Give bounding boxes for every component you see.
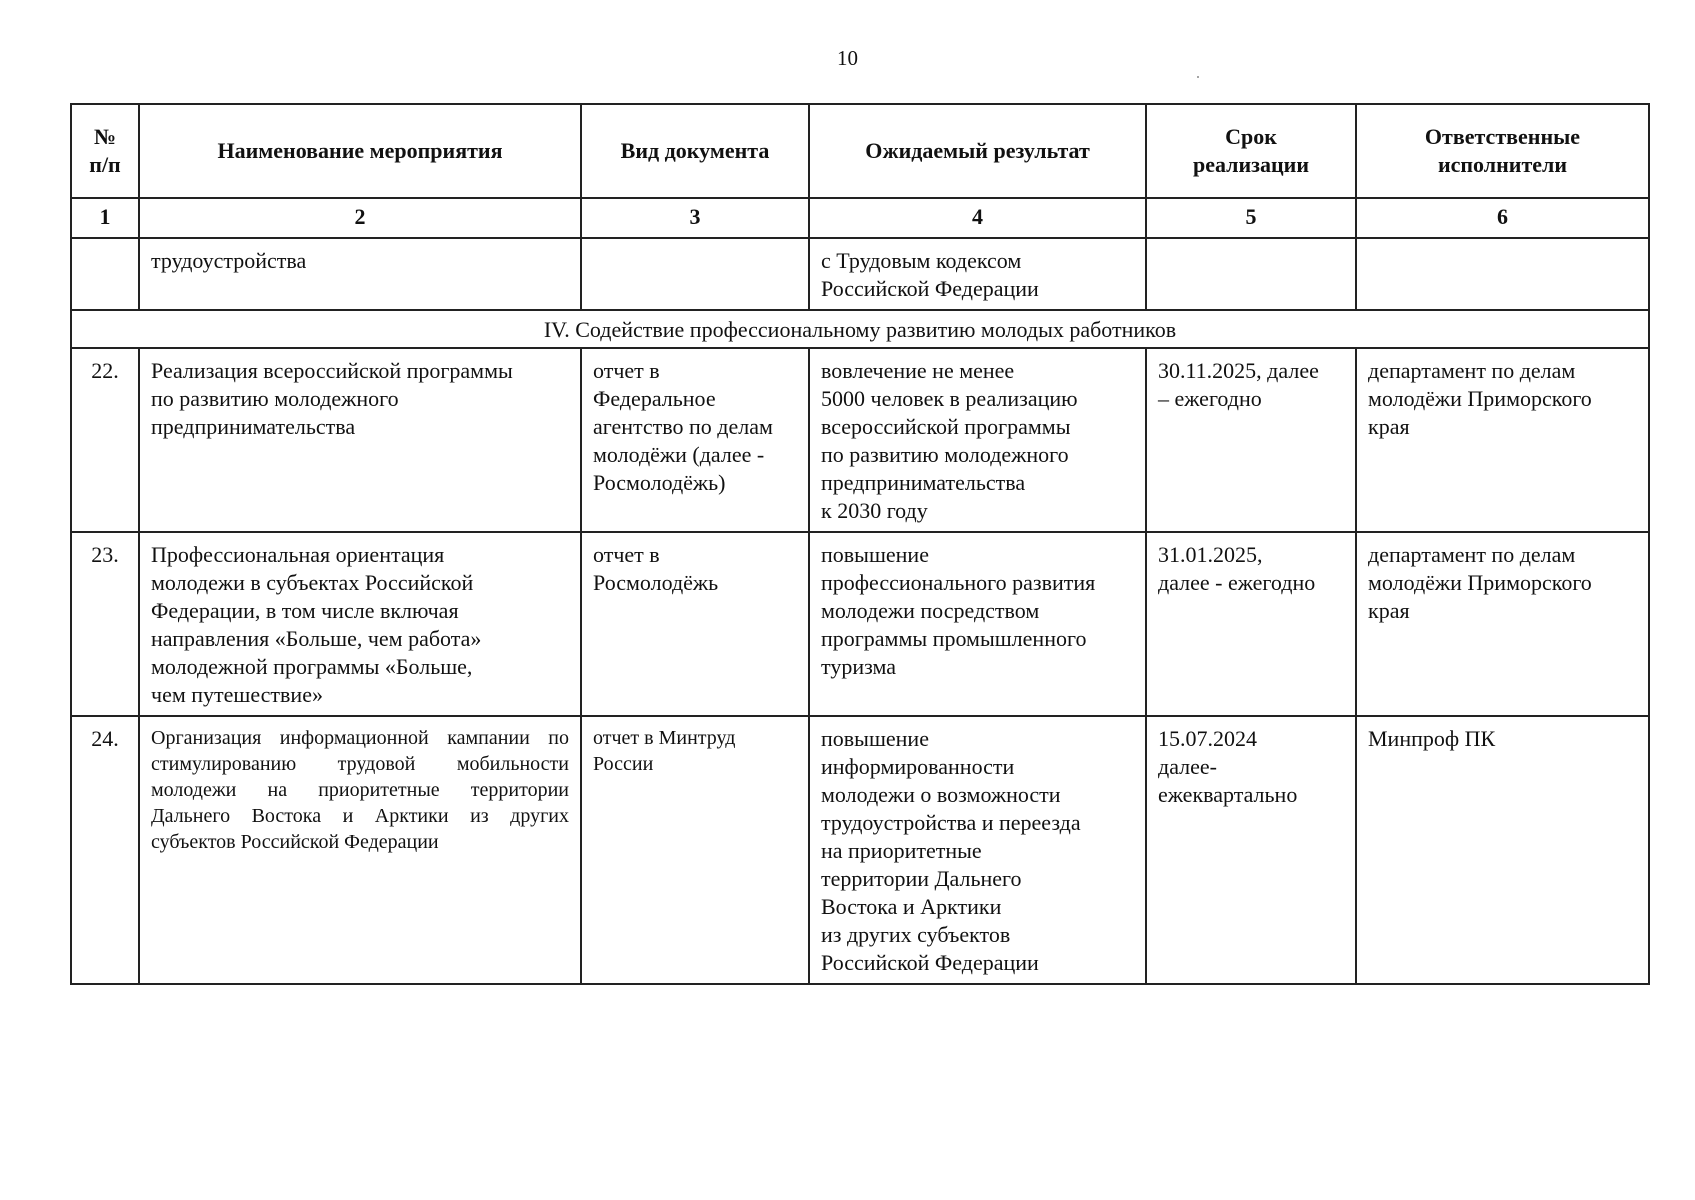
column-number: 4 [809, 198, 1146, 238]
cell-expected-result [809, 238, 1146, 310]
cell-text-line: из других субъектов [821, 922, 1011, 947]
column-number: 2 [139, 198, 581, 238]
cell-text-line: предпринимательства [821, 470, 1026, 495]
cell-text-line: Росмолодёжь [593, 570, 719, 595]
cell-responsible [1356, 348, 1649, 532]
cell-text-line: Российской Федерации [821, 950, 1039, 975]
cell-text-line: Востока и Арктики [821, 894, 1002, 919]
cell-term [1146, 716, 1356, 984]
cell-text-line: информированности [821, 754, 1015, 779]
cell-text-line: 5000 человек в реализацию [821, 386, 1078, 411]
cell-text-line: Вид документа [620, 138, 770, 163]
cell-text-line: реализации [1192, 152, 1310, 177]
cell-text-line: территории Дальнего [821, 866, 1022, 891]
cell-text-line: № [93, 124, 117, 149]
column-numbers-row [71, 198, 1649, 238]
cell-text-line: 24. [91, 726, 119, 751]
cell-text-line: департамент по делам [1368, 358, 1576, 383]
cell-text-line: Организация информационной кампании по стимулированию трудовой мобильности молодежи на приоритетные территории Дальнего Востока и Арктики из других субъектов Российской Федерации [151, 727, 569, 853]
cell-document-type [581, 238, 809, 310]
cell-text-line: России [593, 753, 654, 775]
cell-number [71, 532, 139, 716]
cell-term [1146, 348, 1356, 532]
cell-document-type [581, 716, 809, 984]
cell-text-line: Федерации, в том числе включая [151, 598, 459, 623]
cell-text-line: молодежи о возможности [821, 782, 1061, 807]
cell-text-line: ежеквартально [1158, 782, 1298, 807]
cell-activity-name [139, 238, 581, 310]
header-row [71, 104, 1649, 198]
cell-text-line: 23. [91, 542, 119, 567]
header-cell-term [1146, 104, 1356, 198]
cell-responsible [1356, 238, 1649, 310]
cell-text-line: Росмолодёжь) [593, 470, 726, 495]
cell-text-line: молодежи в субъектах Российской [151, 570, 474, 595]
cell-text-line: с Трудовым кодексом [821, 248, 1022, 273]
cell-expected-result [809, 532, 1146, 716]
column-number: 6 [1356, 198, 1649, 238]
header-cell-responsible [1356, 104, 1649, 198]
cell-text-line: повышение [821, 542, 929, 567]
table-row [71, 716, 1649, 984]
cell-text-line: Профессиональная ориентация [151, 542, 445, 567]
cell-text-line: 30.11.2025, далее [1158, 358, 1319, 383]
continuation-row [71, 238, 1649, 310]
cell-text-line: Наименование мероприятия [217, 138, 503, 163]
cell-expected-result [809, 348, 1146, 532]
cell-text-line: отчет в Минтруд [593, 727, 736, 749]
cell-text-line: всероссийской программы [821, 414, 1071, 439]
header-cell-number [71, 104, 139, 198]
section-row [71, 310, 1649, 348]
cell-term [1146, 238, 1356, 310]
cell-text-line: молодёжи Приморского [1368, 386, 1592, 411]
page-number: 10 [837, 46, 858, 70]
activities-table [70, 103, 1650, 985]
cell-document-type [581, 348, 809, 532]
cell-text-line: Реализация всероссийской программы [151, 358, 513, 383]
cell-text-line: молодежной программы «Больше, [151, 654, 473, 679]
cell-text-line: 15.07.2024 [1158, 726, 1257, 751]
cell-text-line: молодёжи Приморского [1368, 570, 1592, 595]
scan-speck [1197, 76, 1199, 78]
cell-text-line: Ответственные [1424, 124, 1581, 149]
cell-text-line: по развитию молодежного [821, 442, 1069, 467]
cell-text-line: края [1368, 414, 1410, 439]
cell-text-line: на приоритетные [821, 838, 982, 863]
cell-text-line: чем путешествие» [151, 682, 323, 707]
table-row [71, 348, 1649, 532]
cell-text-line: молодежи посредством [821, 598, 1040, 623]
cell-text-line: Минпроф ПК [1368, 726, 1496, 751]
cell-text-line: профессионального развития [821, 570, 1096, 595]
cell-text-line: программы промышленного [821, 626, 1087, 651]
cell-text-line: трудоустройства [151, 248, 307, 273]
cell-term [1146, 532, 1356, 716]
cell-number [71, 238, 139, 310]
cell-text-line: Срок [1225, 124, 1277, 149]
cell-text-line: края [1368, 598, 1410, 623]
cell-text-line: департамент по делам [1368, 542, 1576, 567]
column-number: 3 [581, 198, 809, 238]
section-title: IV. Содействие профессиональному развитию молодых работников [71, 310, 1649, 348]
cell-text-line: трудоустройства и переезда [821, 810, 1081, 835]
cell-text-line: Ожидаемый результат [865, 138, 1090, 163]
cell-text-line: п/п [89, 152, 121, 177]
cell-text-line: туризма [821, 654, 897, 679]
cell-text-line: молодёжи (далее - [593, 442, 765, 467]
cell-text-line: по развитию молодежного [151, 386, 399, 411]
cell-text-line: отчет в [593, 542, 660, 567]
cell-activity-name [139, 716, 581, 984]
column-number: 1 [71, 198, 139, 238]
header-cell-document-type [581, 104, 809, 198]
cell-expected-result [809, 716, 1146, 984]
cell-activity-name [139, 348, 581, 532]
cell-text-line: далее- [1158, 754, 1217, 779]
cell-text-line: 31.01.2025, [1158, 542, 1263, 567]
cell-text-line: исполнители [1437, 152, 1568, 177]
cell-text-line: направления «Больше, чем работа» [151, 626, 482, 651]
column-number: 5 [1146, 198, 1356, 238]
cell-text-line: предпринимательства [151, 414, 356, 439]
cell-text-line: отчет в [593, 358, 660, 383]
cell-text-line: повышение [821, 726, 929, 751]
cell-text-line: вовлечение не менее [821, 358, 1015, 383]
cell-responsible [1356, 716, 1649, 984]
cell-text-line: – ежегодно [1158, 386, 1262, 411]
cell-number [71, 716, 139, 984]
cell-responsible [1356, 532, 1649, 716]
cell-number [71, 348, 139, 532]
cell-text-line: агентство по делам [593, 414, 773, 439]
table-row [71, 532, 1649, 716]
cell-document-type [581, 532, 809, 716]
cell-text-line: Федеральное [593, 386, 716, 411]
cell-text-line: Российской Федерации [821, 276, 1039, 301]
cell-text-line: к 2030 году [821, 498, 928, 523]
header-cell-expected-result [809, 104, 1146, 198]
header-cell-activity-name [139, 104, 581, 198]
cell-activity-name [139, 532, 581, 716]
cell-text-line: далее - ежегодно [1158, 570, 1316, 595]
cell-text-line: 22. [91, 358, 119, 383]
